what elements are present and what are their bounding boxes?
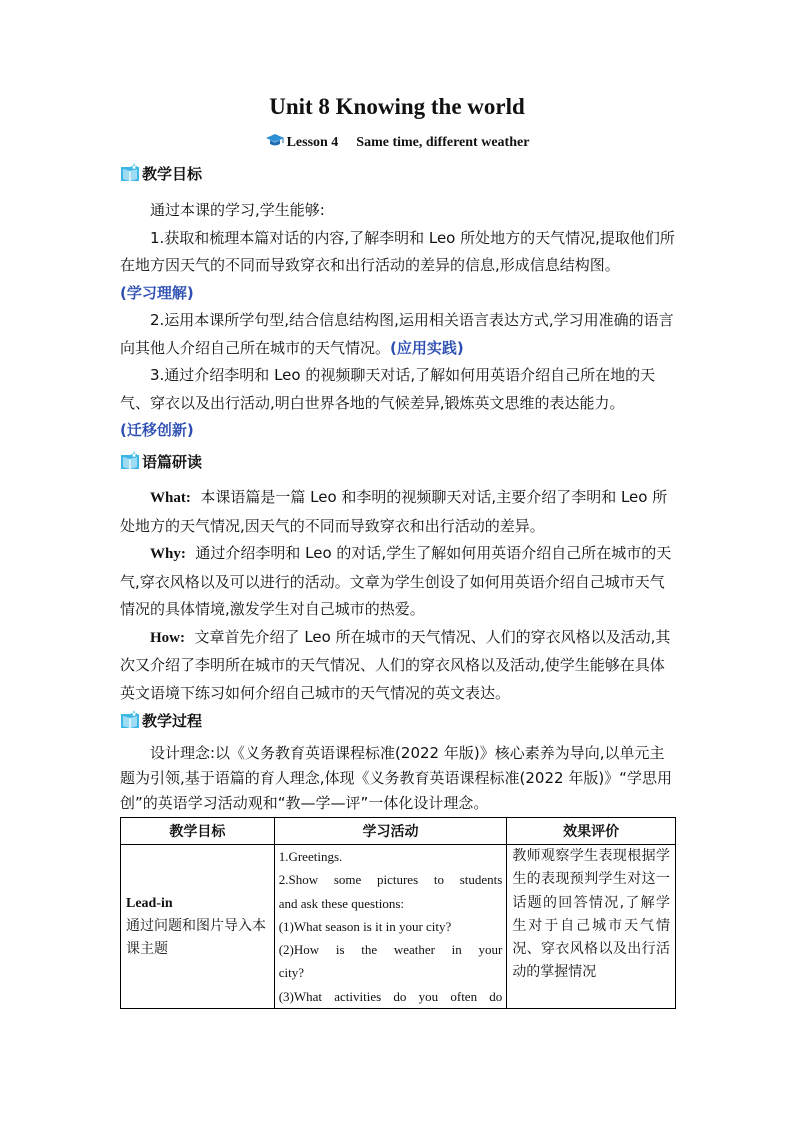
lesson-plan-table [120, 817, 676, 1009]
goals-intro: 通过本课的学习,学生能够: [150, 201, 325, 219]
graduation-cap-icon [265, 133, 285, 153]
goal-cell [121, 845, 275, 1009]
activity-cell [274, 845, 507, 1009]
section-heading-goals [120, 162, 202, 184]
evaluation-cell: 教师观察学生表现根据学生的表现预判学生对这一话题的回答情况,了解学生对于自己城市天气情况、穿衣风格以及出行活动的掌握情况 [507, 845, 676, 1009]
goals-block [120, 197, 676, 445]
activity-line: (3)What activities do you often do [278, 988, 503, 1004]
section-heading-label: 语篇研读 [142, 452, 203, 471]
goal-tag-1: (学习理解) [120, 283, 194, 302]
lesson-title: Same time, different weather [356, 135, 530, 150]
reading-why: Why: 通过介绍李明和 Leo 的对话,学生了解如何用英语介绍自己所在城市的天气,穿衣风格以及可以进行的活动。文章为学生创设了如何用英语介绍自己城市天气情况的具体情境,激发学生对自己城市的热爱。 [120, 544, 672, 618]
goal-tag-2: (应用实践) [390, 338, 464, 357]
section-heading-label: 教学目标 [142, 164, 203, 183]
activity-line: 1.Greetings. [278, 849, 343, 864]
reading-what: What: 本课语篇是一篇 Leo 和李明的视频聊天对话,主要介绍了李明和 Leo 所处地方的天气情况,因天气的不同而导致穿衣和出行活动的差异。 [120, 488, 668, 535]
design-concept: 设计理念:以《义务教育英语课程标准(2022 年版)》核心素养为导向,以单元主题为引领,基于语篇的育人理念,体现《义务教育英语课程标准(2022 年版)》“学思用创”的英语学习活动观和“教—学—评”一体化设计理念。 [120, 744, 672, 812]
lesson-subtitle [0, 133, 794, 153]
book-icon [120, 710, 140, 730]
activity-line: (2)How is the weather in your [278, 942, 503, 958]
table-header-row [121, 818, 676, 845]
section-heading-reading [120, 450, 202, 472]
table-header: 学习活动 [274, 818, 507, 845]
activity-line: and ask these questions: [278, 895, 405, 911]
book-icon [120, 163, 140, 183]
goal-item-2: 2.运用本课所学句型,结合信息结构图,运用相关语言表达方式,学习用准确的语言向其他人介绍自己所在城市的天气情况。(应用实践) [120, 311, 674, 357]
activity-line: city? [278, 965, 304, 981]
process-block [120, 741, 676, 816]
activity-line: 2.Show some pictures to students [278, 872, 503, 888]
table-header: 教学目标 [121, 818, 275, 845]
section-heading-label: 教学过程 [142, 711, 203, 730]
lead-in-desc: 通过问题和图片导入本课主题 [126, 918, 266, 958]
goal-item-1: 1.获取和梳理本篇对话的内容,了解李明和 Leo 所处地方的天气情况,提取他们所在地方因天气的不同而导致穿衣和出行活动的差异的信息,形成信息结构图。 (学习理解) [120, 228, 675, 302]
lesson-number: Lesson 4 [286, 135, 339, 150]
goal-item-3: 3.通过介绍李明和 Leo 的视频聊天对话,了解如何用英语介绍自己所在地的天气、穿衣以及出行活动,明白世界各地的气候差异,锻炼英文思维的表达能力。 (迁移创新) [120, 366, 656, 439]
book-icon [120, 451, 140, 471]
table-header: 效果评价 [507, 818, 676, 845]
goal-tag-3: (迁移创新) [120, 421, 194, 439]
activity-line: (1)What season is it in your city? [278, 918, 452, 934]
unit-title: Unit 8 Knowing the world [269, 94, 525, 119]
table-row [121, 845, 676, 1009]
section-heading-process [120, 709, 202, 731]
reading-block [120, 484, 676, 707]
reading-how: How: 文章首先介绍了 Leo 所在城市的天气情况、人们的穿衣风格以及活动,其次又介绍了李明所在城市的天气情况、人们的穿衣风格以及活动,使学生能够在具体英文语境下练习如何介绍自己城市的天气情况的英文表达。 [120, 627, 671, 702]
lead-in-label: Lead-in [126, 896, 173, 912]
